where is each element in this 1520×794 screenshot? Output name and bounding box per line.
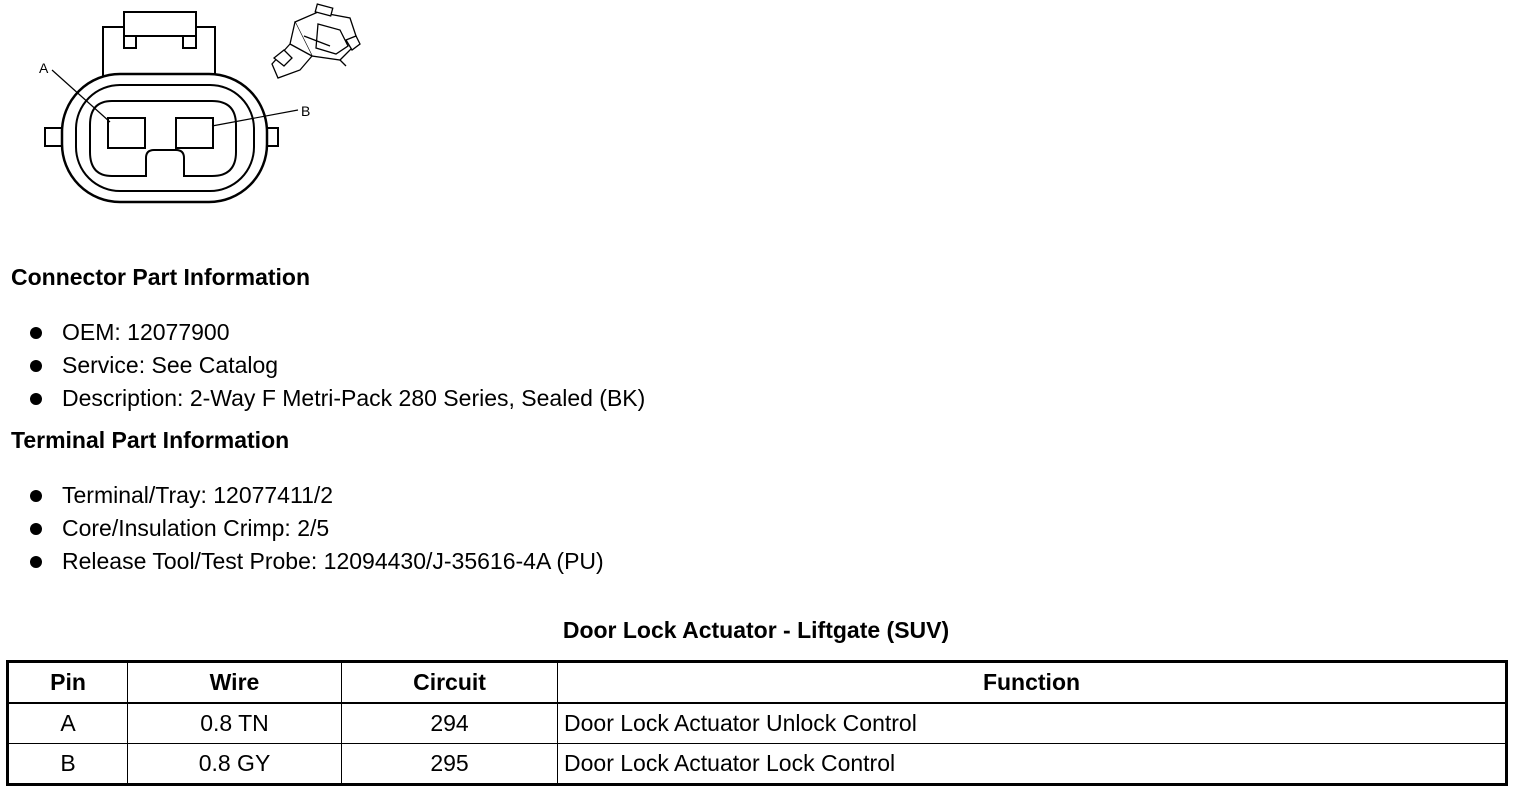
bullet-icon: [30, 523, 42, 535]
pin-label-b: B: [301, 103, 311, 119]
table-row: [8, 744, 1507, 785]
terminal-tray: Terminal/Tray: 12077411/2: [62, 482, 334, 508]
bullet-icon: [30, 490, 42, 502]
terminal-part-info-list: [0, 479, 604, 578]
connector-diagram: [0, 0, 400, 215]
table-row: [8, 703, 1507, 744]
connector-part-info-heading: Connector Part Information: [11, 264, 311, 290]
cell-wire: 0.8 GY: [128, 744, 342, 785]
terminal-part-info-heading: Terminal Part Information: [11, 427, 290, 453]
terminal-cavity-b: [176, 118, 213, 148]
list-item: [0, 479, 604, 512]
terminal-crimp: Core/Insulation Crimp: 2/5: [62, 515, 330, 541]
bullet-icon: [30, 327, 42, 339]
connector-description: Description: 2-Way F Metri-Pack 280 Series, Sealed (BK): [62, 385, 646, 411]
list-item: [0, 545, 604, 578]
column-header-circuit: Circuit: [342, 662, 558, 703]
cell-function: Door Lock Actuator Unlock Control: [558, 703, 1507, 744]
list-item: [0, 512, 604, 545]
cell-pin: A: [8, 703, 128, 744]
pin-table-title: Door Lock Actuator - Liftgate (SUV): [562, 617, 950, 643]
connector-service: Service: See Catalog: [62, 352, 279, 378]
cell-pin: B: [8, 744, 128, 785]
bullet-icon: [30, 393, 42, 405]
cell-function: Door Lock Actuator Lock Control: [558, 744, 1507, 785]
list-item: [0, 349, 645, 382]
pin-label-a: A: [39, 60, 49, 76]
connector-oem: OEM: 12077900: [62, 319, 230, 345]
list-item: [0, 382, 645, 415]
pin-table: [6, 660, 1508, 786]
connector-3d-thumbnail: [272, 4, 360, 78]
column-header-pin: Pin: [8, 662, 128, 703]
list-item: [0, 316, 645, 349]
cell-wire: 0.8 TN: [128, 703, 342, 744]
cell-circuit: 294: [342, 703, 558, 744]
connector-part-info-list: [0, 316, 645, 415]
terminal-cavity-a: [108, 118, 145, 148]
table-header-row: [8, 662, 1507, 703]
terminal-release-tool: Release Tool/Test Probe: 12094430/J-35616-4A (PU): [62, 548, 604, 574]
connector-latch: [103, 12, 215, 76]
column-header-wire: Wire: [128, 662, 342, 703]
column-header-function: Function: [558, 662, 1507, 703]
cell-circuit: 295: [342, 744, 558, 785]
bullet-icon: [30, 556, 42, 568]
bullet-icon: [30, 360, 42, 372]
